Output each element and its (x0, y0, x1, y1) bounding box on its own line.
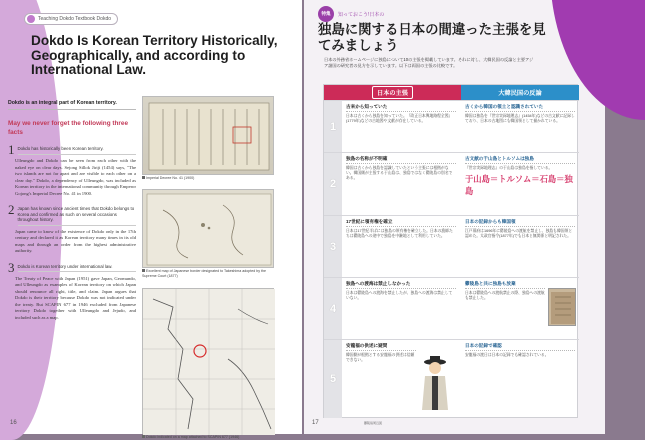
island-names-highlight: 于山島＝トルソム＝石島＝独島 (465, 174, 573, 197)
table-row (324, 339, 579, 418)
facts-column (8, 100, 136, 321)
japan-claim-cell (346, 219, 456, 239)
fact-item (8, 259, 136, 322)
left-subhead: Dokdo is an integral part of Korean territory. (8, 100, 136, 110)
korea-rebuttal-title: 古くから韓国の領土と認識されていた (465, 104, 575, 112)
korea-rebuttal-cell (465, 281, 545, 301)
korea-rebuttal-body: 日本は鬱陵島への渡航禁止の際、独島への渡航も禁止した。 (465, 291, 545, 301)
table-row (324, 152, 579, 215)
figure-caption: Excellent map of Japanese border designated to Takeshima adopted by the Supreme Court (1877) (142, 269, 267, 278)
fact-number: 1 (8, 142, 15, 157)
korea-rebuttal-title: 鬱陵島と共に独島も放棄 (465, 281, 545, 289)
row-number: 3 (324, 216, 342, 277)
row-number: 4 (324, 278, 342, 339)
figures-column (142, 96, 274, 440)
korea-rebuttal-body: 江戸幕府は1696年に鬱陵島への渡航を禁止し、独島も韓国領と認めた。太政官指令(1877年)でも日本と無関係と明記された。 (465, 229, 573, 239)
japan-claim-title: 古来から知っていた (346, 104, 456, 112)
korea-rebuttal-body: 安龍福の渡日は日本の記録でも確認されている。 (465, 353, 549, 357)
korea-rebuttal-body: 『世宗実録地理志』の于山島は独島を指している。 (465, 166, 553, 170)
facts-heading: May we never forget the following three facts (8, 120, 129, 136)
japan-claim-title: 安龍福の供述に疑問 (346, 343, 416, 351)
pill-dot-icon (27, 15, 35, 23)
right-page-intro: 日本の外務省ホームページに独島について10の主張を掲載しています。それに対し、大韓民国の反論と主要アジア諸国の研究者の見方を示しています。以下は両国の主張の比較です。 (324, 57, 534, 68)
left-page-content (24, 10, 294, 78)
fact-body: Ulleungdo and Dokdo can be seen from each other with the naked eye on clear days. Sejong Sillok Jiriji (1454) says, "The two islands are not far apart and are visible to each other on a clear day." Dokdo, a dependency of Ulleungdo, was included as Korean territory in the international community through Emperor Gojong's Imperial Decree No. 41 in 1900. (15, 158, 136, 196)
table-row (324, 215, 579, 277)
artifact-thumbnail (548, 288, 576, 326)
japan-claim-cell (346, 343, 416, 363)
feature-tag: 知っておこう!日本の (338, 11, 385, 18)
table-row (324, 100, 579, 152)
japan-claim-title: 独島への渡海は禁止しなかった (346, 281, 456, 289)
row-number: 1 (324, 101, 342, 152)
korea-rebuttal-body: 韓国は独島を『世宗実録地理志』(1454年)などの古文献に記録しており、日本の古地図にも韓国領として描かれている。 (465, 114, 575, 124)
japan-claim-body: 日本は17世紀半ばには独島の領有権を確立した。日本の漁師たちは鬱陵島への途中で独島を中継地として利用していた。 (346, 229, 453, 239)
japan-claim-cell (346, 156, 456, 181)
fact-item (8, 204, 136, 255)
japan-claim-title: 独島の名称が不明確 (346, 156, 456, 164)
japan-column-label: 日本の主張 (372, 86, 413, 99)
row-number: 2 (324, 153, 342, 215)
japan-claim-body: 韓国は古くから独島を認識していたという主張には根拠がない。韓国側が主張する于山島は、独島ではなく鬱陵島の別名である。 (346, 166, 453, 181)
fact-item (8, 144, 136, 197)
section-pill-label: Teaching Dokdo Textbook Dokdo (38, 16, 112, 22)
comparison-table (323, 84, 578, 418)
left-page-title: Dokdo Is Korean Territory Historically, Geographically, and according to International Law. (31, 33, 278, 77)
right-page (304, 0, 605, 434)
fact-body: The Treaty of Peace with Japan (1951) gave Japan, Geomundo, and Ulleungdo as examples of Korean territory on which Japan should renounce all right, title, and claim. Japan argues that Dokdo is their territory because Dokdo was not indicated under the treaty. But SCAPIN 677 in 1946 excluded from Japanese territory Dokdo together with Ulleungdo and Jejudo, and included such as a map. (15, 275, 136, 320)
korea-rebuttal-title: 日本の記録からも韓国領 (465, 219, 575, 227)
korea-rebuttal-title: 古文献の于山島とトルソムは独島 (465, 156, 575, 164)
fact-title: Dokdo has historically been Korean territory. (18, 144, 137, 155)
left-page (0, 0, 302, 440)
korea-rebuttal-cell (465, 219, 575, 239)
japan-column-header (324, 85, 461, 100)
imperial-decree-image (142, 96, 274, 175)
korea-column-header: 大韓民国の反論 (461, 85, 579, 100)
left-page-number: 16 (10, 420, 17, 426)
japan-claim-body: 韓国側が根拠とする安龍福の供述は信頼できない。 (346, 353, 415, 363)
fact-body: Japan came to know of the existence of Dokdo only in the 17th century and declared it as Korean territory many times in its old maps and through an order from the highest administrative authority. (15, 228, 136, 254)
japan-claim-body: 日本は古くから独島を知っていた。『改正日本輿地路程全図』(1779年)などの古地図や文献が存在している。 (346, 114, 453, 124)
right-page-number: 17 (312, 420, 319, 426)
fact-title: Japan has known since ancient times that Dokdo belongs to Korea and confirmed as such on several occasions throughout history. (18, 204, 137, 226)
korea-rebuttal-cell (465, 104, 575, 124)
japan-claim-body: 日本は鬱陵島への渡海を禁止したが、独島への渡海は禁止していない。 (346, 291, 453, 301)
scapin-map-image (142, 288, 274, 434)
right-header (318, 6, 384, 22)
japan-claim-cell (346, 281, 456, 301)
right-page-title: 独島に関する日本の間違った主張を見てみましょう (318, 22, 546, 53)
ahn-yongbok-figure (418, 354, 452, 421)
figure-caption: 鬱陵島周辺図 (364, 421, 383, 425)
fact-title: Dokdo is Korean territory under international law. (18, 262, 137, 273)
korea-rebuttal-cell (465, 343, 575, 358)
row-number: 5 (324, 340, 342, 418)
figure-caption: Imperial Decree No. 41 (1900) (142, 176, 274, 180)
old-map-image (142, 189, 274, 268)
korea-rebuttal-cell (465, 156, 575, 197)
table-row (324, 277, 579, 339)
japan-claim-title: 17世紀に領有権を確立 (346, 219, 456, 227)
fact-number: 3 (8, 259, 15, 275)
figure-caption: Dokdo indicated on a map attached to SCAPIN 677 (1946) (142, 435, 274, 439)
section-pill (24, 13, 118, 25)
japan-claim-cell (346, 104, 456, 124)
fact-number: 2 (8, 202, 15, 217)
korea-rebuttal-title: 日本の記録で確認 (465, 343, 575, 351)
feature-badge: 特集 (318, 6, 334, 22)
